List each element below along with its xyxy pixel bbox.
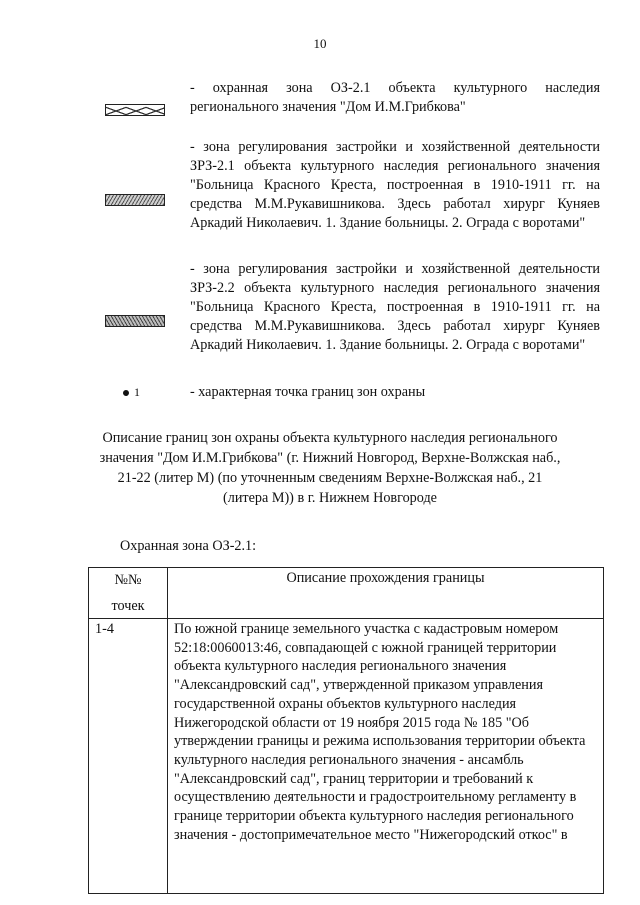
cell-points: 1-4: [89, 619, 168, 894]
page-number: 10: [313, 36, 327, 51]
point-marker: [123, 385, 140, 400]
legend-text: - охранная зона ОЗ-2.1 объекта культурного наследия регионального значения "Дом И.М.Грибкова": [190, 80, 600, 115]
zone-subheading: Охранная зона ОЗ-2.1:: [120, 538, 257, 554]
header-points-line2: точек: [111, 598, 145, 614]
point-dot-icon: [123, 390, 129, 396]
legend-text: - зона регулирования застройки и хозяйственной деятельности ЗРЗ-2.2 объекта культурного наследия регионального значения "Больница Красного Креста, построенная в 1910-1911 гг. на средства М.М.Рукавишникова. Здесь работал хирург Куняев Аркадий Николаевич. 1. Здание больницы. 2. Ограда с воротами": [190, 261, 600, 353]
crosshatch-swatch-icon: [105, 104, 165, 116]
boundary-table: [88, 567, 604, 894]
hatch-swatch-icon: [105, 194, 165, 206]
section-heading: Описание границ зон охраны объекта культурного наследия регионального значения "Дом И.М.Грибкова" (г. Нижний Новгород, Верхне-Волжская наб., 21-22 (литер М) (по уточненным сведениям Верхне-Волжская наб., 21 (литера М)) в г. Нижнем Новгороде: [99, 430, 561, 506]
legend-text: - характерная точка границ зон охраны: [190, 384, 426, 400]
header-points: [89, 568, 168, 619]
header-description: Описание прохождения границы: [168, 568, 604, 619]
header-points-line1: №№: [114, 572, 142, 588]
hatch-swatch-icon: [105, 315, 165, 327]
legend-text: - зона регулирования застройки и хозяйственной деятельности ЗРЗ-2.1 объекта культурного наследия регионального значения "Больница Красного Креста, построенная в 1910-1911 гг. на средства М.М.Рукавишникова. Здесь работал хирург Куняев Аркадий Николаевич. 1. Здание больницы. 2. Ограда с воротами": [190, 139, 600, 231]
point-marker-label: 1: [134, 385, 140, 399]
table-header-row: [89, 568, 604, 619]
table-row: [89, 619, 604, 894]
cell-description: По южной границе земельного участка с кадастровым номером 52:18:0060013:46, совпадающей с южной границей территории объекта культурного наследия регионального значения "Александровский сад", утвержденной приказом управления государственной охраны объектов культурного наследия Нижегородской области от 19 ноября 2015 года № 185 "Об утверждении границы и режима использования территории объекта культурного наследия регионального значения - ансамбль "Александровский сад", границ территории и требований к осуществлению деятельности и градостроительному регламенту в границе территории объекта культурного наследия регионального значения - достопримечательное место "Нижегородский откос" в: [168, 619, 604, 894]
